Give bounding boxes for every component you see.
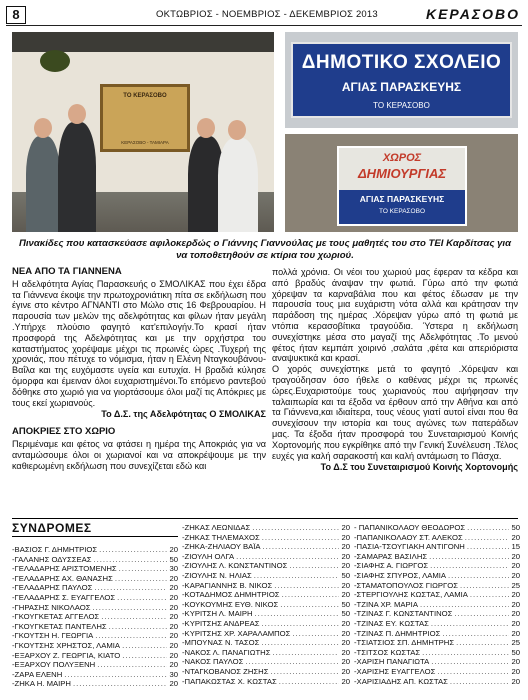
leader-dots <box>460 581 509 591</box>
leader-dots <box>292 629 339 639</box>
subscription-amount: 20 <box>341 638 350 648</box>
subscription-amount: 20 <box>169 679 178 689</box>
subscription-amount: 20 <box>169 612 178 622</box>
subscriber-name: -ΚΥΡΙΤΣΗΣ ΑΝΔΡΕΑΣ <box>182 618 260 628</box>
subscription-amount: 25 <box>511 638 520 648</box>
leader-dots <box>289 561 339 571</box>
leader-dots <box>454 609 509 619</box>
subscription-amount: 15 <box>511 542 520 552</box>
leader-dots <box>437 667 509 677</box>
subscriber-name: -ΕΞΑΡΧΟΥ ΠΟΛΥΞΕΝΗ <box>12 660 96 670</box>
subscriber-name: -ΤΣΙΑΤΣΙΟΣ ΣΠ. ΔΗΜΗΤΡΗΣ <box>354 638 455 648</box>
wooden-sign <box>100 84 190 152</box>
subscription-amount: 20 <box>511 618 520 628</box>
photo-tree <box>40 50 70 72</box>
section-divider <box>12 518 518 519</box>
subscription-row <box>182 533 350 543</box>
school-sign-line2: ΑΓΙΑΣ ΠΑΡΑΣΚΕΥΗΣ <box>341 80 462 94</box>
subscription-row <box>12 603 178 613</box>
subscriptions-title: ΣΥΝΔΡΟΜΕΣ <box>12 521 92 535</box>
subscriber-name: -ΚΟΤΑΔΗΜΟΣ ΔΗΜΗΤΡΙΟΣ <box>182 590 280 600</box>
subscription-amount: 50 <box>169 554 178 564</box>
subscriber-name: -ΖΗΚΑ Η. ΜΑΙΡΗ <box>12 679 71 689</box>
subscription-row <box>12 574 178 584</box>
leader-dots <box>119 564 168 574</box>
subscriber-name: -ΓΕΛΑΔΑΡΗΣ ΑΧ. ΘΑΝΑΣΗΣ <box>12 573 113 583</box>
subscription-row <box>182 600 350 610</box>
subscription-amount: 20 <box>169 592 178 602</box>
leader-dots <box>429 552 509 562</box>
subscription-row <box>12 593 178 603</box>
subscription-row <box>182 677 350 687</box>
leader-dots <box>272 648 339 658</box>
subscription-amount: 20 <box>169 602 178 612</box>
leader-dots <box>465 533 510 543</box>
leader-dots <box>115 574 168 584</box>
page-number: 8 <box>6 6 26 24</box>
subscription-row <box>12 583 178 593</box>
creativity-sign-line4: ΤΟ ΚΕΡΑΣΟΒΟ <box>378 208 426 215</box>
subscription-row <box>182 609 350 619</box>
subscriptions-column-2 <box>182 523 350 686</box>
subscriber-name: -ΤΖΙΝΑΣ ΕΥ. ΚΩΣΤΑΣ <box>354 618 429 628</box>
leader-dots <box>282 590 340 600</box>
subscription-row <box>12 670 178 680</box>
subscriber-name: -ΖΑΡΑ ΕΛΕΝΗ <box>12 669 63 679</box>
subscriptions-header <box>12 521 178 537</box>
subscription-amount: 20 <box>169 640 178 650</box>
leader-dots <box>450 677 510 687</box>
creativity-sign-line1: ΧΩΡΟΣ <box>382 152 422 164</box>
subscription-row <box>354 581 520 591</box>
subscription-amount: 20 <box>341 532 350 542</box>
photo-caption: Πινακίδες που κατασκεύασε αφιλοκερδώς ο Γιάννης Γιαννούλας με τους μαθητές του στο ΤΕΙ Καρδίτσας για να τοποθετηθούν σε κτίρια του χωριού. <box>18 238 512 261</box>
subscriber-name: -ΓΕΛΑΔΑΡΗΣ Σ. ΕΥΑΓΓΕΛΟΣ <box>12 592 116 602</box>
subscription-amount: 20 <box>511 551 520 561</box>
subscriber-name: -ΠΑΠΑΚΩΣΤΑΣ Χ. ΚΩΣΤΑΣ <box>182 676 277 686</box>
subscriber-name: -ΚΥΡΙΤΣΗΣ ΧΡ. ΧΑΡΑΛΑΜΠΟΣ <box>182 628 291 638</box>
article1-body: Η αδελφότητα Αγίας Παρασκευής ο ΣΜΟΛΙΚΑΣ που έχει έδρα τα Γιάννενα έκοψε την πρωτοχρονιάτικη πίτα σε εκδήλωση που έγινε στο κέντρο ΑΓΝΑΝΤΙ στο Μώλο στις 16 Φεβρουαρίου. Η παρουσία των μελών της αδελφότητας και φίλων ήταν μεγάλη .Υπήρχε πλούσιο φαγητό κατ'επιλογήν.Το κρασί ήταν προσφορά της Αδελφότητας και με την ορχήστρα του καταστήματος χορέψαμε μέχρι τις πρωινές ώρες .Τυχερή της χρονιάς, που πέτυχε το νόμισμα, ήταν η Ελένη Νταγκουβάνου- Βαΐλα και της ευχόμαστε υγεία και ευτυχία. Η βραδιά κύλησε όμορφα και έμειναν όλοι ευχαριστημένοι.Το επόμενο ραντεβού δόθηκε στο χωριό για να γιορτάσουμε όλοι μαζί τις Απόκριες με τους εκεί χωριανούς. <box>12 278 266 408</box>
leader-dots <box>467 542 510 552</box>
subscription-amount: 20 <box>511 676 520 686</box>
leader-dots <box>122 641 167 651</box>
subscription-row <box>182 638 350 648</box>
subscription-row <box>182 523 350 533</box>
subscription-amount: 20 <box>169 583 178 593</box>
subscriber-name: -ΚΟΥΚΟΥΜΗΣ ΕΥΘ. ΝΙΚΟΣ <box>182 599 279 609</box>
issue-date: ΟΚΤΩΒΡΙΟΣ - ΝΟΕΜΒΡΙΟΣ - ΔΕΚΕΜΒΡΙΟΣ 2013 <box>156 9 378 20</box>
leader-dots <box>280 600 339 610</box>
person-1 <box>26 136 60 232</box>
subscription-row <box>12 612 178 622</box>
subscription-row <box>12 545 178 555</box>
subscription-amount: 25 <box>511 580 520 590</box>
subscription-row <box>182 571 350 581</box>
subscription-row <box>182 619 350 629</box>
leader-dots <box>64 670 167 680</box>
subscription-row <box>354 600 520 610</box>
subscription-row <box>354 677 520 687</box>
subscription-amount: 50 <box>511 647 520 657</box>
subscriber-name: -ΣΤΕΡΓΙΟΥΛΗΣ ΚΩΣΤΑΣ, ΛΑΜΙΑ <box>354 590 468 600</box>
subscriber-name: -ΣΙΑΦΗΣ ΣΠΥΡΟΣ, ΛΑΜΙΑ <box>354 570 446 580</box>
subscription-row <box>12 564 178 574</box>
leader-dots <box>122 651 167 661</box>
subscription-amount: 20 <box>341 676 350 686</box>
leader-dots <box>117 593 167 603</box>
person-1-head <box>34 118 52 138</box>
creativity-sign-line3: ΑΓΙΑΣ ΠΑΡΑΣΚΕΥΗΣ <box>359 194 445 204</box>
subscription-row <box>354 629 520 639</box>
subscriber-name: -ΧΑΡΙΣΗΣ ΕΥΑΓΓΕΛΟΣ <box>354 666 436 676</box>
subscriber-name: -ΓΚΟΥΓΚΕΤΑΣ ΠΑΝΤΕΛΗΣ <box>12 621 107 631</box>
subscriber-name: - ΠΑΠΑΝΙΚΟΛΑΟΥ ΘΕΟΔΩΡΟΣ <box>354 523 466 532</box>
subscription-row <box>12 660 178 670</box>
subscriber-name: -ΤΖΙΝΑ ΧΡ. ΜΑΡΙΑ <box>354 599 418 609</box>
subscription-row <box>354 638 520 648</box>
subscription-row <box>354 571 520 581</box>
leader-dots <box>94 583 167 593</box>
photo-creativity-sign <box>285 134 518 232</box>
subscription-amount: 20 <box>169 621 178 631</box>
subscription-row <box>12 555 178 565</box>
leader-dots <box>99 545 167 555</box>
article2-body-right-2: Ο χορός συνεχίστηκε μετά το φαγητό .Χόρεψαν και τραγούδησαν όσο ήθελε ο καθένας μέχρι τις πρωινές ώρες.Ευχαριστούμε τους χωριανούς που αψήφησαν την ταλαιπωρία και τα έξοδα να έρθουν από την Αθήνα και από τα Γιάννενα,και ιδιαίτερα, τους νέους γιατί αυτοί είναι που θα συνεχίσουν την ιστορία και τους αγώνες των πατεράδων μας. Τα έξοδα ήταν προσφορά του Συνεταιρισμού Κοινής Χορτονομής που εγκρίθηκε από την Γενική Συνέλευση .Τέλος ευχές για καλή σαρακοστή και καλή αντάμωση το Πάσχα. <box>272 364 518 461</box>
subscription-row <box>354 552 520 562</box>
subscriber-name: -ΓΚΟΥΓΚΕΤΑΣ ΑΓΓΕΛΟΣ <box>12 612 100 622</box>
subscriber-name: -ΣΤΑΜΑΤΟΠΟΥΛΟΣ ΓΙΩΡΓΟΣ <box>354 580 458 590</box>
subscriber-name: -ΤΖΙΝΑΣ Γ. ΚΩΝΣΤΑΝΤΙΝΟΣ <box>354 609 453 619</box>
subscription-amount: 20 <box>341 561 350 571</box>
subscriber-name: -ΒΑΣΙΟΣ Γ. ΔΗΜΗΤΡΙΟΣ <box>12 545 98 554</box>
subscription-row <box>354 533 520 543</box>
photo-school-sign <box>285 32 518 128</box>
leader-dots <box>109 622 168 632</box>
subscriber-name: -ΤΖΙΝΑΣ Π. ΔΗΜΗΤΡΙΟΣ <box>354 628 441 638</box>
leader-dots <box>262 542 339 552</box>
school-sign-board <box>291 42 512 118</box>
subscriber-name: -ΜΠΟΥΝΑΣ Ν. ΤΑΣΟΣ <box>182 638 260 648</box>
subscription-row <box>12 631 178 641</box>
subscription-amount: 20 <box>169 660 178 670</box>
subscription-row <box>12 622 178 632</box>
subscription-row <box>12 641 178 651</box>
subscriber-name: -ΓΕΛΑΔΑΡΗΣ ΠΑΥΛΟΣ <box>12 583 93 593</box>
subscriber-name: -ΝΑΚΟΣ Λ. ΠΑΝΑΓΙΩΤΗΣ <box>182 647 271 657</box>
subscriptions-column-3 <box>354 523 520 686</box>
subscription-row <box>182 629 350 639</box>
subscription-row <box>182 552 350 562</box>
leader-dots <box>467 523 509 533</box>
newspaper-name: ΚΕΡΑΣΟΒΟ <box>425 6 520 22</box>
subscription-amount: 20 <box>341 523 350 532</box>
subscription-amount: 20 <box>169 545 178 554</box>
subscription-amount: 50 <box>511 523 520 532</box>
subscription-row <box>182 561 350 571</box>
subscription-row <box>354 542 520 552</box>
subscriber-name: -ΝΑΚΟΣ ΠΑΥΛΟΣ <box>182 657 244 667</box>
subscription-amount: 20 <box>341 666 350 676</box>
article2-body-left: Περιμέναμε και φέτος να φτάσει η ημέρα της Αποκριάς για να ανταμώσουμε όλοι οι χωριανοί και να αποκρέψουμε με την καθιερωμένη εκδήλωση που συνεχίζεται εδώ και <box>12 438 266 471</box>
leader-dots <box>431 657 509 667</box>
person-4 <box>218 138 258 232</box>
leader-dots <box>442 629 509 639</box>
subscription-row <box>182 581 350 591</box>
subscriber-name: -ΖΙΟΥΛΗΣ Ν. ΗΛΙΑΣ <box>182 570 252 580</box>
page-header <box>6 6 522 26</box>
subscription-amount: 20 <box>511 561 520 571</box>
leader-dots <box>101 612 167 622</box>
subscriber-name: -ΖΙΟΥΛΗΣ Λ. ΚΩΝΣΤΑΝΤΙΝΟΣ <box>182 561 288 571</box>
subscription-amount: 20 <box>511 532 520 542</box>
subscription-amount: 20 <box>341 542 350 552</box>
leader-dots <box>448 571 509 581</box>
subscription-amount: 20 <box>169 650 178 660</box>
subscription-amount: 20 <box>341 657 350 667</box>
leader-dots <box>430 561 509 571</box>
subscriber-name: -ΠΑΣΙΑ-ΤΣΟΥΓΙΑΚΗ ΑΝΤΙΓΟΝΗ <box>354 542 465 552</box>
subscription-row <box>182 648 350 658</box>
leader-dots <box>456 638 509 648</box>
subscription-amount: 20 <box>169 573 178 583</box>
subscription-amount: 20 <box>511 666 520 676</box>
subscription-row <box>182 657 350 667</box>
subscription-amount: 20 <box>511 570 520 580</box>
photo-group-with-sign <box>12 32 274 232</box>
subscription-row <box>12 679 178 689</box>
left-column <box>12 267 266 471</box>
subscription-amount: 20 <box>341 551 350 561</box>
person-4-head <box>228 120 246 140</box>
school-sign-line3: ΤΟ ΚΕΡΑΣΟΒΟ <box>373 101 430 110</box>
subscriber-name: -ΣΑΜΑΡΑΣ ΒΑΣΙΛΗΣ <box>354 551 428 561</box>
subscription-row <box>354 523 520 533</box>
subscriber-name: -ΖΗΚΑ-ΖΗΛΙΑΟΥ ΒΑΪΑ <box>182 542 261 552</box>
subscription-amount: 20 <box>511 628 520 638</box>
leader-dots <box>245 657 339 667</box>
school-sign-line1: ΔΗΜΟΤΙΚΟ ΣΧΟΛΕΙΟ <box>301 52 502 73</box>
subscription-amount: 20 <box>511 609 520 619</box>
creativity-sign-line2: ΔΗΜΙΟΥΡΓΙΑΣ <box>357 166 447 181</box>
leader-dots <box>92 603 167 613</box>
subscription-amount: 30 <box>169 564 178 574</box>
leader-dots <box>431 619 510 629</box>
subscriber-name: -ΖΗΚΑΣ ΤΗΛΕΜΑΧΟΣ <box>182 532 260 542</box>
subscriber-name: -ΧΑΡΙΣΙΑΔΗΣ ΑΠ. ΚΩΣΤΑΣ <box>354 676 448 686</box>
subscription-amount: 20 <box>511 590 520 600</box>
subscriber-name: -ΝΤΑΓΚΟΒΑΝΟΣ ΖΗΣΗΣ <box>182 666 269 676</box>
leader-dots <box>420 600 509 610</box>
subscriber-name: -ΤΣΙΤΣΟΣ ΚΩΣΤΑΣ <box>354 647 421 657</box>
article2-signature: Το Δ.Σ του Συνεταιρισμού Κοινής Χορτονομής <box>320 462 518 473</box>
subscriber-name: -ΓΕΛΑΔΑΡΗΣ ΑΡΙΣΤΟΜΕΝΗΣ <box>12 564 117 574</box>
subscription-amount: 30 <box>169 669 178 679</box>
subscription-row <box>12 651 178 661</box>
subscription-row <box>354 590 520 600</box>
article2-body-right-1: πολλά χρόνια. Οι νέοι του χωριού μας έφεραν τα κέδρα και από βραδύς άναψαν την φωτιά. Γύρω από την φωτιά χόρεψαν τα καρναβάλια που και φέτος έδωσαν με την παρουσία τους μια ευχάριστη νότα αλλά και κράτησαν την παράδοση της ημέρας .Χόρεψαν γύρω από τη φωτιά με ντόπια κερασοβίτικα τραγούδια. Ύστερα η εκδήλωση συνεχίστηκε μέσα στο μαγαζί της Αδελφότητας .Το μενού φέτος ήταν κεμπάπ χοιρινό ,σαλάτα ,φέτα και απεριόριστα αναψυκτικά και κρασί. <box>272 267 518 364</box>
leader-dots <box>95 631 167 641</box>
subscriber-name: -ΚΥΡΙΤΣΗ Λ. ΜΑΙΡΗ <box>182 609 253 619</box>
subscription-amount: 50 <box>341 570 350 580</box>
article1-signature: Το Δ.Σ. της Αδελφότητας Ο ΣΜΟΛΙΚΑΣ <box>101 409 266 420</box>
leader-dots <box>261 638 339 648</box>
subscription-amount: 20 <box>341 580 350 590</box>
subscription-row <box>354 561 520 571</box>
subscription-amount: 20 <box>341 628 350 638</box>
subscription-amount: 20 <box>169 631 178 641</box>
subscriber-name: -ΖΗΚΑΣ ΛΕΩΝΙΔΑΣ <box>182 523 251 532</box>
leader-dots <box>236 552 339 562</box>
creativity-sign-board <box>337 146 467 226</box>
subscription-row <box>354 667 520 677</box>
wooden-sign-title: ΤΟ ΚΕΡΑΣΟΒΟ <box>123 93 167 99</box>
leader-dots <box>279 677 340 687</box>
leader-dots <box>255 609 340 619</box>
article1-title: ΝΕΑ ΑΠΟ ΤΑ ΓΙΑΝΝΕΝΑ <box>12 266 122 277</box>
subscriber-name: -ΣΙΑΦΗΣ Α. ΓΙΩΡΓΟΣ <box>354 561 429 571</box>
leader-dots <box>262 533 340 543</box>
subscription-row <box>354 609 520 619</box>
subscription-amount: 50 <box>341 599 350 609</box>
subscriber-name: -ΧΑΡΙΣΗ ΠΑΝΑΓΙΩΤΑ <box>354 657 430 667</box>
subscription-amount: 20 <box>341 618 350 628</box>
right-column <box>272 267 518 473</box>
leader-dots <box>252 523 339 533</box>
leader-dots <box>422 648 509 658</box>
subscriber-name: -ΓΑΛΑΝΗΣ ΟΔΥΣΣΕΑΣ <box>12 554 92 564</box>
subscription-amount: 20 <box>341 590 350 600</box>
subscription-row <box>354 657 520 667</box>
subscription-row <box>182 667 350 677</box>
subscriber-name: -ΓΚΟΥΤΣΗΣ ΧΡΗΣΤΟΣ, ΛΑΜΙΑ <box>12 640 121 650</box>
leader-dots <box>97 660 167 670</box>
subscriptions-column-1 <box>12 545 178 689</box>
wooden-sign-subtitle: ΚΕΡΑΣΟΒΟ - ΤΑΜΙΑΡΑ <box>121 140 169 145</box>
subscription-row <box>182 590 350 600</box>
subscription-amount: 20 <box>511 599 520 609</box>
subscription-row <box>182 542 350 552</box>
leader-dots <box>94 555 168 565</box>
subscriber-name: -ΓΗΡΑΣΗΣ ΝΙΚΟΛΑΟΣ <box>12 602 91 612</box>
leader-dots <box>262 619 340 629</box>
subscription-row <box>354 648 520 658</box>
leader-dots <box>73 679 167 689</box>
leader-dots <box>254 571 340 581</box>
subscription-amount: 50 <box>341 609 350 619</box>
leader-dots <box>270 667 339 677</box>
subscriber-name: -ΖΙΟΥΛΗ ΟΛΓΑ <box>182 551 235 561</box>
subscriber-name: -ΚΑΡΑΓΙΑΝΝΗΣ Β. ΝΙΚΟΣ <box>182 580 273 590</box>
article2-title: ΑΠΟΚΡΙΕΣ ΣΤΟ ΧΩΡΙΟ <box>12 426 116 438</box>
subscriber-name: -ΓΚΟΥΤΣΗ Η. ΓΕΩΡΓΙΑ <box>12 631 94 641</box>
subscription-row <box>354 619 520 629</box>
person-3-head <box>197 118 215 138</box>
person-2-head <box>68 104 86 124</box>
subscription-amount: 20 <box>511 657 520 667</box>
person-2 <box>58 122 96 232</box>
subscriber-name: -ΕΞΑΡΧΟΥ Ζ. ΓΕΩΡΓΙΑ, ΚΙΑΤΟ <box>12 650 121 660</box>
subscriber-name: -ΠΑΠΑΝΙΚΟΛΑΟΥ ΣΤ. ΑΛΕΚΟΣ <box>354 532 463 542</box>
leader-dots <box>470 590 510 600</box>
subscription-amount: 20 <box>341 647 350 657</box>
leader-dots <box>274 581 339 591</box>
